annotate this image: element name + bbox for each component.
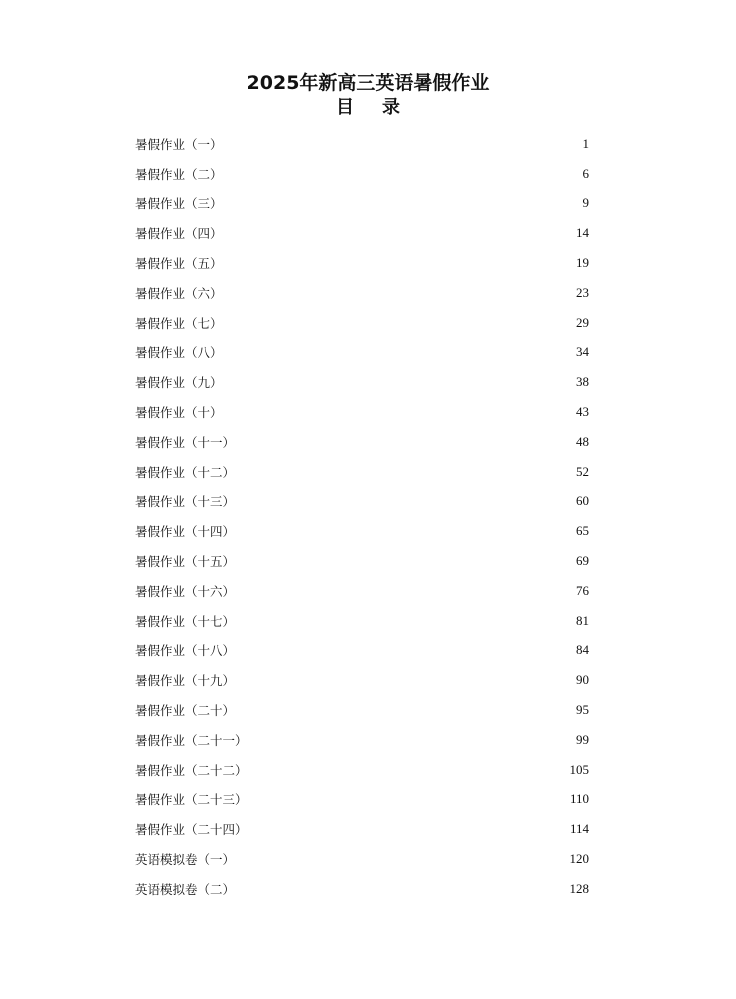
toc-entry[interactable]	[135, 338, 597, 368]
toc-entry[interactable]	[135, 248, 597, 278]
toc-entry-page: 84	[576, 642, 589, 658]
toc-entry-label[interactable]: 暑假作业（十七）	[135, 613, 236, 629]
toc-entry-page: 9	[582, 195, 589, 211]
toc-entry-label[interactable]: 暑假作业（三）	[135, 196, 223, 212]
toc-entry-label[interactable]: 暑假作业（十）	[135, 405, 223, 421]
toc-entry-page: 60	[576, 493, 589, 509]
toc-entry-label[interactable]: 暑假作业（十四）	[135, 524, 236, 540]
toc-entry-page: 120	[569, 851, 589, 867]
toc-entry-page: 105	[569, 761, 589, 777]
toc-entry[interactable]	[135, 546, 597, 576]
toc-entry[interactable]	[135, 725, 597, 755]
toc-entry-page: 23	[576, 284, 589, 300]
toc-entry[interactable]	[135, 427, 597, 457]
toc-entry-page: 128	[569, 880, 589, 896]
toc-entry-label[interactable]: 英语模拟卷（二）	[135, 881, 236, 897]
toc-entry-page: 48	[576, 433, 589, 449]
toc-entry-page: 110	[569, 791, 589, 807]
toc-entry-page: 14	[576, 225, 589, 241]
toc-entry-label[interactable]: 暑假作业（九）	[135, 375, 223, 391]
toc-entry-page: 38	[576, 374, 589, 390]
toc-entry-label[interactable]: 暑假作业（十三）	[135, 494, 236, 510]
toc-entry[interactable]	[135, 755, 597, 785]
toc-entry[interactable]	[135, 606, 597, 636]
toc-entry[interactable]	[135, 814, 597, 844]
toc-entry-page: 6	[582, 165, 589, 181]
toc-entry-label[interactable]: 暑假作业（二十二）	[135, 762, 248, 778]
toc-entry-page: 114	[569, 821, 589, 837]
toc-entry-label[interactable]: 暑假作业（七）	[135, 315, 223, 331]
toc-entry[interactable]	[135, 189, 597, 219]
toc-entry[interactable]	[135, 218, 597, 248]
toc-entry-page: 95	[576, 702, 589, 718]
toc-entry[interactable]	[135, 576, 597, 606]
toc-entry-page: 65	[576, 523, 589, 539]
toc-list	[135, 129, 597, 904]
toc-entry-label[interactable]: 暑假作业（十二）	[135, 464, 236, 480]
toc-entry-label[interactable]: 暑假作业（二十一）	[135, 732, 248, 748]
toc-heading	[0, 94, 736, 122]
toc-entry-label[interactable]: 暑假作业（一）	[135, 136, 223, 152]
toc-entry[interactable]	[135, 636, 597, 666]
toc-heading-char-1: 目	[336, 97, 354, 118]
toc-entry-label[interactable]: 暑假作业（十五）	[135, 554, 236, 570]
toc-entry-page: 81	[576, 612, 589, 628]
toc-entry-label[interactable]: 暑假作业（八）	[135, 345, 223, 361]
toc-entry-label[interactable]: 暑假作业（六）	[135, 285, 223, 301]
toc-entry[interactable]	[135, 129, 597, 159]
toc-entry[interactable]	[135, 874, 597, 904]
toc-entry-page: 43	[576, 404, 589, 420]
page-title: 2025年新高三英语暑假作业	[246, 71, 490, 94]
toc-entry[interactable]	[135, 844, 597, 874]
toc-entry-page: 99	[576, 731, 589, 747]
toc-entry-page: 90	[576, 672, 589, 688]
toc-heading-char-2: 录	[382, 97, 400, 118]
toc-entry-page: 29	[576, 314, 589, 330]
toc-entry[interactable]	[135, 308, 597, 338]
toc-entry[interactable]	[135, 695, 597, 725]
toc-entry-page: 1	[582, 135, 589, 151]
toc-entry-page: 76	[576, 582, 589, 598]
toc-entry-label[interactable]: 暑假作业（十九）	[135, 673, 236, 689]
toc-entry[interactable]	[135, 457, 597, 487]
toc-entry[interactable]	[135, 397, 597, 427]
toc-entry-label[interactable]: 暑假作业（十八）	[135, 643, 236, 659]
toc-entry-label[interactable]: 暑假作业（二十三）	[135, 792, 248, 808]
toc-entry-label[interactable]: 暑假作业（四）	[135, 226, 223, 242]
toc-entry-label[interactable]: 暑假作业（十六）	[135, 583, 236, 599]
toc-entry-page: 34	[576, 344, 589, 360]
toc-entry[interactable]	[135, 367, 597, 397]
toc-entry[interactable]	[135, 159, 597, 189]
toc-entry-page: 19	[576, 255, 589, 271]
toc-entry-label[interactable]: 暑假作业（二十）	[135, 703, 236, 719]
toc-entry[interactable]	[135, 785, 597, 815]
toc-entry[interactable]	[135, 665, 597, 695]
toc-entry[interactable]	[135, 278, 597, 308]
toc-entry-label[interactable]: 英语模拟卷（一）	[135, 852, 236, 868]
toc-entry-label[interactable]: 暑假作业（二）	[135, 166, 223, 182]
toc-entry-page: 52	[576, 463, 589, 479]
toc-entry-label[interactable]: 暑假作业（十一）	[135, 434, 236, 450]
toc-entry[interactable]	[135, 516, 597, 546]
toc-entry-label[interactable]: 暑假作业（五）	[135, 256, 223, 272]
toc-entry-page: 69	[576, 553, 589, 569]
toc-entry-label[interactable]: 暑假作业（二十四）	[135, 822, 248, 838]
toc-entry[interactable]	[135, 487, 597, 517]
